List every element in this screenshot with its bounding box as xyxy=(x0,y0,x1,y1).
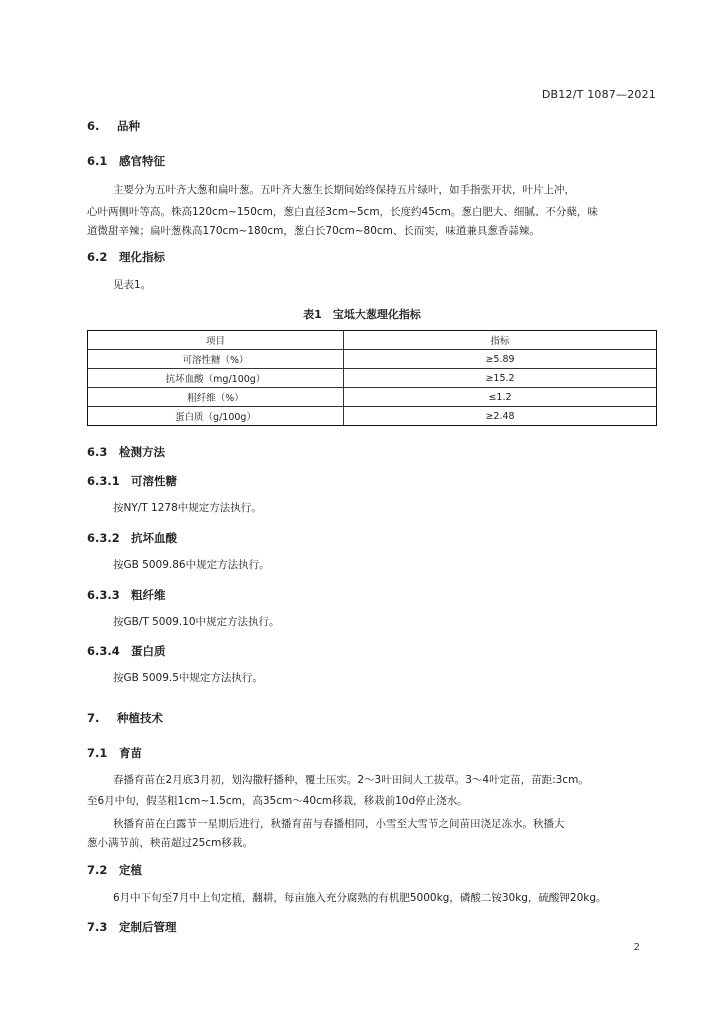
table-header-cell: 指标 xyxy=(344,331,657,350)
table-cell: ≥2.48 xyxy=(344,407,657,426)
table-cell: 蛋白质（g/100g） xyxy=(88,407,344,426)
section-title: 抗坏血酸 xyxy=(131,531,177,545)
table-cell: 抗坏血酸（mg/100g） xyxy=(88,369,344,388)
page-number: 2 xyxy=(633,942,640,953)
section-number: 6.3.4 xyxy=(87,644,120,658)
section-title: 定植 xyxy=(119,863,142,877)
indicator-table xyxy=(87,330,657,426)
section-6-2-heading xyxy=(87,249,165,265)
section-6-3-2-heading xyxy=(87,530,177,546)
section-number: 6.1 xyxy=(87,154,108,168)
paragraph-line: 道微甜辛辣；扁叶葱株高170cm~180cm，葱白长70cm~80cm、长而实，味道兼具葱香蒜辣。 xyxy=(87,225,540,237)
table-cell: ≥15.2 xyxy=(344,369,657,388)
table-row xyxy=(88,350,657,369)
paragraph-line: 春播育苗在2月底3月初，划沟撒籽播种，覆土压实。2～3叶田间人工拔草。3～4叶定苗，苗距:3cm。 xyxy=(113,774,589,786)
section-7-2-heading xyxy=(87,862,142,878)
standard-code: DB12/T 1087—2021 xyxy=(541,88,656,101)
paragraph-line: 按GB 5009.86中规定方法执行。 xyxy=(113,559,270,571)
section-title: 粗纤维 xyxy=(131,588,166,602)
table-header-row xyxy=(88,331,657,350)
section-title: 感官特征 xyxy=(119,154,165,168)
section-number: 6.3.3 xyxy=(87,588,120,602)
section-title: 育苗 xyxy=(119,746,142,760)
table-row xyxy=(88,407,657,426)
paragraph-line: 心叶两侧叶等高。株高120cm~150cm，葱白直径3cm~5cm，长度约45cm。葱白肥大、细腻、不分蘖，味 xyxy=(87,206,598,218)
section-number: 7.1 xyxy=(87,746,108,760)
section-7-1-heading xyxy=(87,745,142,761)
paragraph-line: 按GB 5009.5中规定方法执行。 xyxy=(113,672,263,684)
section-title: 检测方法 xyxy=(119,445,165,459)
section-6-heading xyxy=(87,118,140,134)
table-cell: ≥5.89 xyxy=(344,350,657,369)
section-6-3-3-heading xyxy=(87,587,166,603)
paragraph-line: 秋播育苗在白露节一星期后进行，秋播育苗与春播相同，小雪至大雪节之间苗田浇足冻水。秋播大 xyxy=(113,818,565,830)
section-number: 6. xyxy=(87,119,100,133)
section-title: 定制后管理 xyxy=(119,920,177,934)
section-number: 6.3.2 xyxy=(87,531,120,545)
paragraph-line: 主要分为五叶齐大葱和扁叶葱。五叶齐大葱生长期间始终保持五片绿叶，如手指张开状，叶片上冲， xyxy=(113,184,575,196)
paragraph-line: 葱小满节前，秧苗超过25cm移栽。 xyxy=(87,837,253,849)
section-number: 6.2 xyxy=(87,250,108,264)
table-cell: 粗纤维（%） xyxy=(88,388,344,407)
section-title: 种植技术 xyxy=(117,711,163,725)
section-7-3-heading xyxy=(87,919,177,935)
paragraph-line: 按NY/T 1278中规定方法执行。 xyxy=(113,502,262,514)
section-6-1-heading xyxy=(87,153,165,169)
paragraph-line: 按GB/T 5009.10中规定方法执行。 xyxy=(113,616,280,628)
section-title: 品种 xyxy=(117,119,140,133)
section-number: 6.3.1 xyxy=(87,474,120,488)
paragraph-line: 至6月中旬，假茎粗1cm~1.5cm，高35cm～40cm移栽，移栽前10d停止浇水。 xyxy=(87,795,468,807)
section-6-3-heading xyxy=(87,444,165,460)
table-cell: ≤1.2 xyxy=(344,388,657,407)
section-title: 蛋白质 xyxy=(131,644,166,658)
table-header-cell: 项目 xyxy=(88,331,344,350)
section-title: 理化指标 xyxy=(119,250,165,264)
section-number: 7.2 xyxy=(87,863,108,877)
table-row xyxy=(88,369,657,388)
section-number: 7. xyxy=(87,711,100,725)
section-6-3-4-heading xyxy=(87,643,166,659)
paragraph-line: 6月中下旬至7月中上旬定植，翻耕，每亩施入充分腐熟的有机肥5000kg，磷酸二铵30kg，硫酸钾20kg。 xyxy=(113,892,607,904)
section-7-heading xyxy=(87,710,163,726)
section-number: 6.3 xyxy=(87,445,108,459)
table-caption: 表1 宝坻大葱理化指标 xyxy=(303,308,421,321)
table-cell: 可溶性糖（%） xyxy=(88,350,344,369)
section-title: 可溶性糖 xyxy=(131,474,177,488)
table-row xyxy=(88,388,657,407)
section-number: 7.3 xyxy=(87,920,108,934)
paragraph-line: 见表1。 xyxy=(113,279,152,291)
section-6-3-1-heading xyxy=(87,473,177,489)
